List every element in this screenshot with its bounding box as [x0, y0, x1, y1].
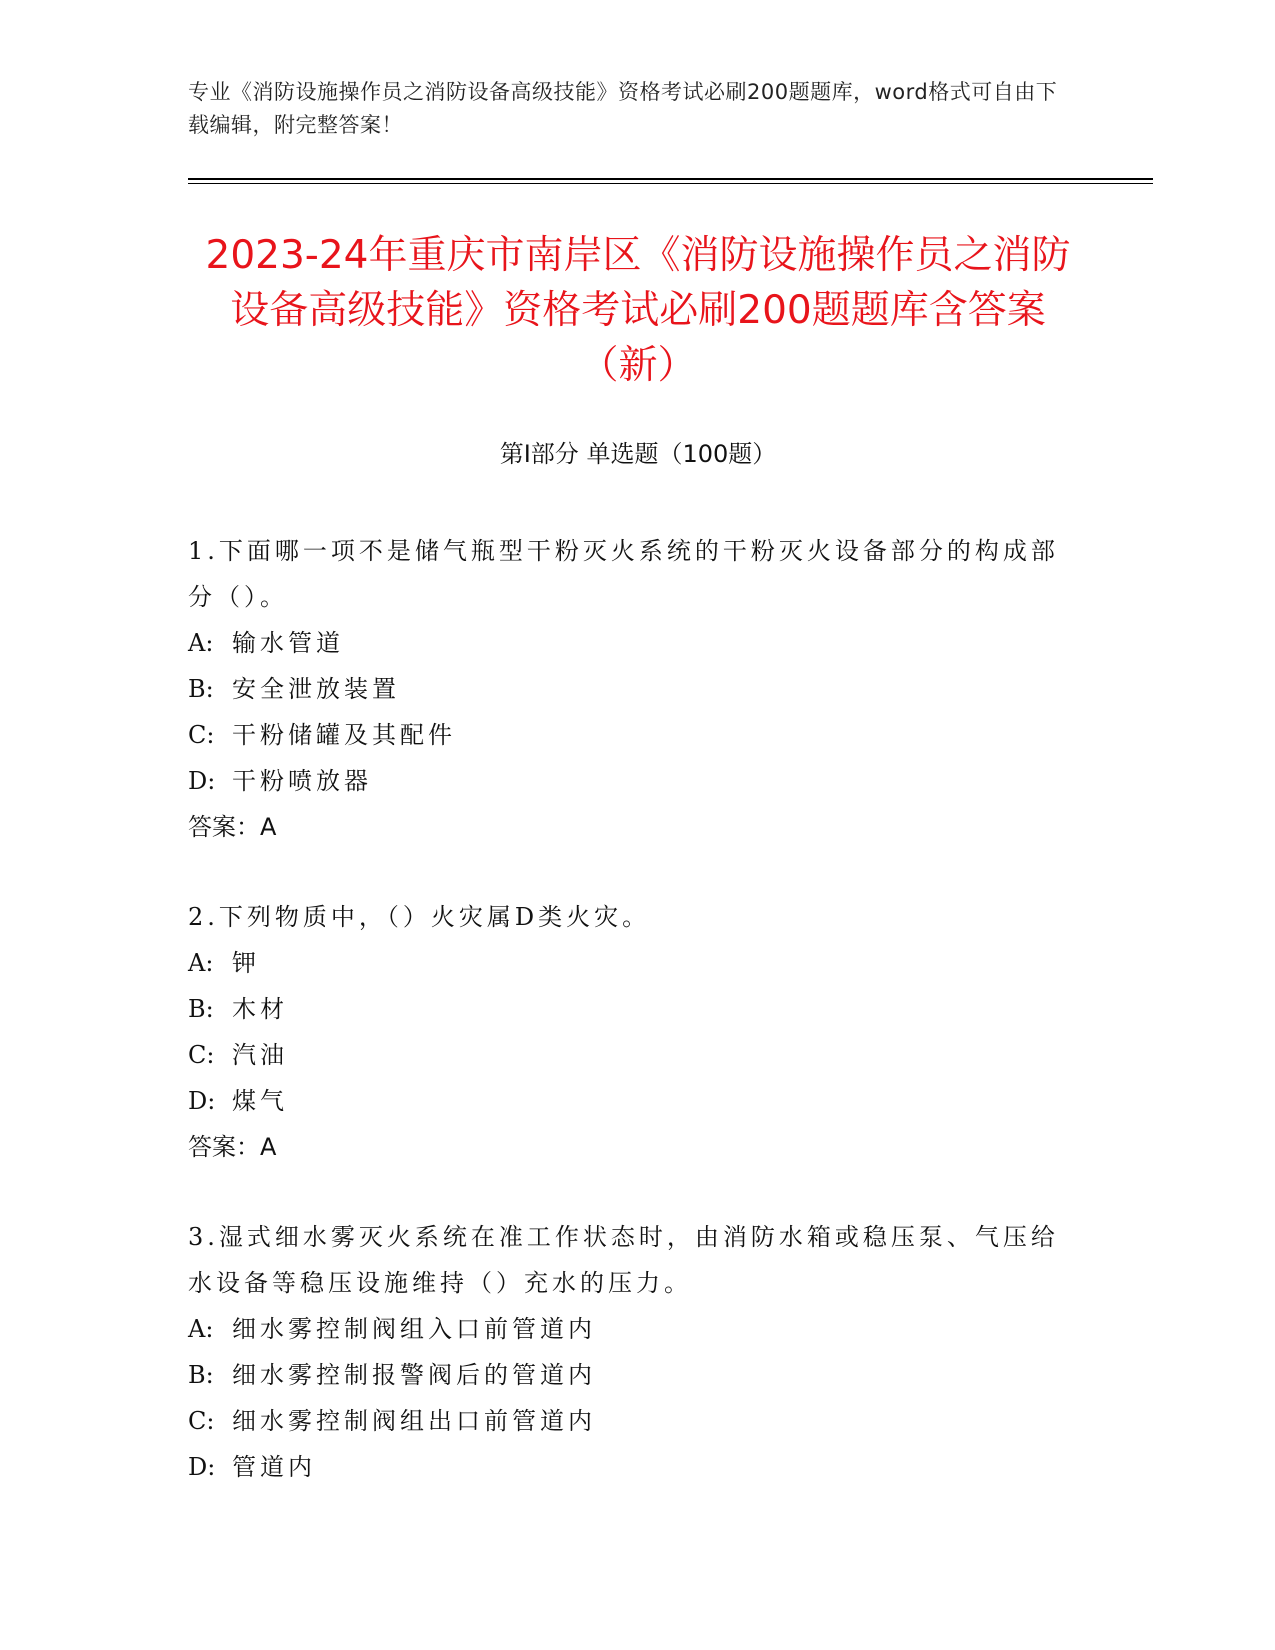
section-heading: 第Ⅰ部分 单选题（100题）: [499, 440, 777, 468]
option-text: 钾: [232, 949, 260, 977]
option-text: 干粉喷放器: [232, 767, 372, 795]
option-text: 干粉储罐及其配件: [232, 721, 456, 749]
header-rule-thick: [188, 178, 1153, 180]
option-text: 汽油: [232, 1041, 288, 1069]
option-letter: A:: [188, 949, 214, 977]
option-letter: D:: [188, 1453, 216, 1481]
document-title: 2023-24年重庆市南岸区《消防设施操作员之消防设备高级技能》资格考试必刷200题题库含答案（新）: [205, 233, 1071, 388]
option-d: [188, 1078, 1068, 1124]
option-d: [188, 1444, 1068, 1490]
question-stem: 2.下列物质中，（）火灾属D类火灾。: [188, 903, 651, 931]
option-letter: C:: [188, 1041, 215, 1069]
option-c: [188, 1398, 1068, 1444]
answer: 答案：A: [188, 813, 277, 841]
option-letter: C:: [188, 1407, 215, 1435]
option-text: 细水雾控制阀组出口前管道内: [232, 1407, 596, 1435]
option-a: [188, 620, 1068, 666]
question-stem: 3.湿式细水雾灭火系统在准工作状态时，由消防水箱或稳压泵、气压给水设备等稳压设施维持（）充水的压力。: [188, 1223, 1059, 1297]
question-2: [188, 894, 1068, 1170]
option-c: [188, 712, 1068, 758]
option-letter: C:: [188, 721, 215, 749]
option-letter: D:: [188, 1087, 216, 1115]
option-a: [188, 1306, 1068, 1352]
option-text: 管道内: [232, 1453, 316, 1481]
option-letter: A:: [188, 629, 214, 657]
option-text: 细水雾控制阀组入口前管道内: [232, 1315, 596, 1343]
option-letter: B:: [188, 995, 214, 1023]
option-text: 木材: [232, 995, 288, 1023]
option-b: [188, 666, 1068, 712]
option-b: [188, 986, 1068, 1032]
option-letter: A:: [188, 1315, 214, 1343]
option-c: [188, 1032, 1068, 1078]
question-stem: 1.下面哪一项不是储气瓶型干粉灭火系统的干粉灭火设备部分的构成部分（）。: [188, 537, 1059, 611]
question-3: [188, 1214, 1068, 1490]
option-letter: B:: [188, 1361, 214, 1389]
option-letter: B:: [188, 675, 214, 703]
option-text: 细水雾控制报警阀后的管道内: [232, 1361, 596, 1389]
option-b: [188, 1352, 1068, 1398]
option-d: [188, 758, 1068, 804]
header-rule-thin: [188, 183, 1153, 184]
option-letter: D:: [188, 767, 216, 795]
option-a: [188, 940, 1068, 986]
option-text: 输水管道: [232, 629, 344, 657]
question-list: [188, 528, 1068, 1534]
option-text: 煤气: [232, 1087, 288, 1115]
option-text: 安全泄放装置: [232, 675, 400, 703]
answer: 答案：A: [188, 1133, 277, 1161]
question-1: [188, 528, 1068, 850]
header-note: 专业《消防设施操作员之消防设备高级技能》资格考试必刷200题题库，word格式可自由下载编辑，附完整答案！: [188, 80, 1058, 137]
